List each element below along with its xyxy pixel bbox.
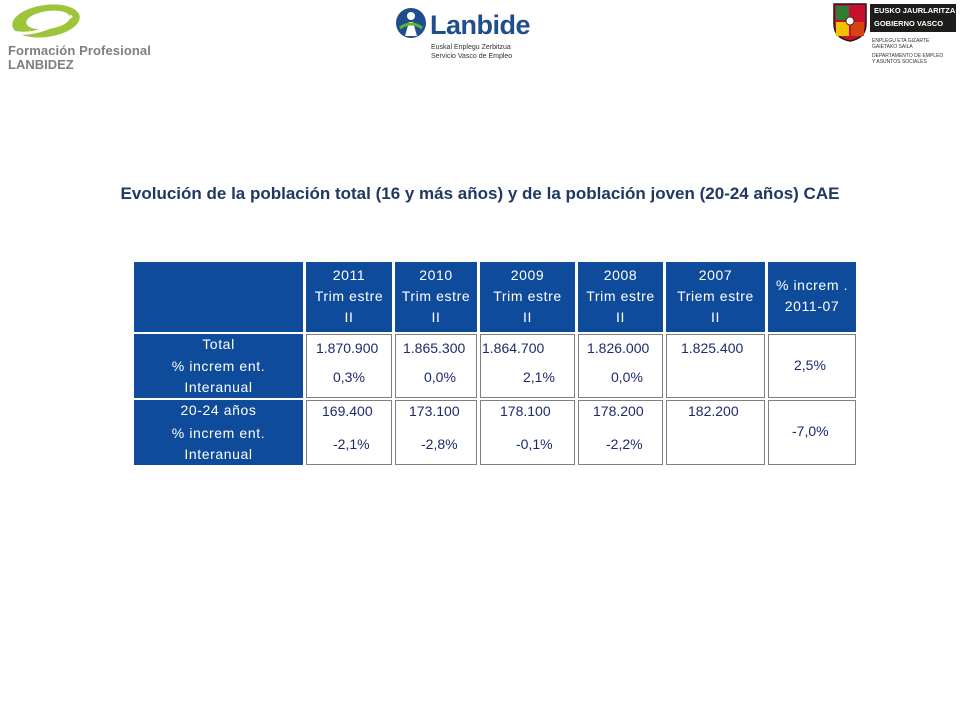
gv-dept-line2: GAIETAKO SAILA <box>872 44 913 50</box>
cell-pct: -2,2% <box>606 436 643 452</box>
col-increment-label: % increm . <box>775 277 849 293</box>
col-quarter: II <box>711 309 720 325</box>
row-header-20-24 <box>134 400 303 465</box>
table-cell <box>578 400 663 465</box>
col-quarter: II <box>616 309 625 325</box>
col-year: 2009 <box>510 267 545 283</box>
row-sublabel: Interanual <box>184 446 253 462</box>
cell-value: 178.200 <box>593 403 644 419</box>
gv-logo-line1: EUSKO JAURLARITZA <box>874 6 956 15</box>
table-cell <box>395 334 477 398</box>
cell-value: 169.400 <box>322 403 373 419</box>
col-period: Trim estre <box>586 288 655 304</box>
cell-value: 178.100 <box>500 403 551 419</box>
cell-value: 1.826.000 <box>587 340 650 356</box>
col-period: Trim estre <box>314 288 384 304</box>
cell-value: 1.870.900 <box>316 340 379 356</box>
table-cell <box>306 400 392 465</box>
col-period: Triem estre <box>677 288 754 304</box>
col-quarter: II <box>431 309 441 325</box>
page-title: Evolución de la población total (16 y más años) y de la población joven (20-24 años) CAE <box>120 184 840 203</box>
table-cell <box>395 400 477 465</box>
cell-value: 1.865.300 <box>403 340 466 356</box>
column-header-2010 <box>395 262 477 332</box>
table-cell <box>666 334 765 398</box>
col-year: 2007 <box>698 267 733 283</box>
cell-pct: -2,1% <box>333 436 370 452</box>
column-header-2009 <box>480 262 575 332</box>
col-year: 2011 <box>332 267 366 283</box>
cell-pct: -2,8% <box>421 436 458 452</box>
row-sublabel: % increm ent. <box>171 358 266 374</box>
table-cell <box>768 334 856 398</box>
table-cell <box>480 334 575 398</box>
cell-value: 1.864.700 <box>482 340 545 356</box>
col-increment-range: 2011-07 <box>784 298 840 314</box>
row-sublabel: % increm ent. <box>171 425 266 441</box>
cell-pct: 0,0% <box>611 369 643 385</box>
fp-logo-line1: Formación Profesional <box>8 43 151 58</box>
gv-logo-line2: GOBIERNO VASCO <box>874 19 944 28</box>
gv-dept-line3: DEPARTAMENTO DE EMPLEO <box>872 53 944 59</box>
col-year: 2010 <box>419 267 453 283</box>
cell-pct: 0,3% <box>333 369 365 385</box>
col-period: Trim estre <box>493 288 562 304</box>
cell-value: 1.825.400 <box>681 340 744 356</box>
row-label: Total <box>202 336 235 352</box>
cell-total-change: -7,0% <box>792 423 829 439</box>
row-label: 20-24 años <box>180 402 257 418</box>
table-cell <box>768 400 856 465</box>
table-cell <box>306 334 392 398</box>
column-header-2008 <box>578 262 663 332</box>
gv-dept-line4: Y ASUNTOS SOCIALES <box>872 59 927 65</box>
table-cell <box>666 400 765 465</box>
table-cell <box>578 334 663 398</box>
col-quarter: II <box>523 309 532 325</box>
gv-dept-line1: ENPLEGU ETA GIZARTE <box>872 38 930 44</box>
cell-value: 182.200 <box>688 403 739 419</box>
col-year: 2008 <box>603 267 638 283</box>
row-header-total <box>134 334 303 398</box>
cell-pct: 0,0% <box>424 369 456 385</box>
lanbide-logo-sub1: Euskal Enplegu Zerbitzua <box>431 44 511 51</box>
col-quarter: II <box>344 309 354 325</box>
cell-pct: -0,1% <box>516 436 553 452</box>
column-header-2007 <box>666 262 765 332</box>
table-cell <box>480 400 575 465</box>
fp-logo-line2: LANBIDEZ <box>8 57 74 72</box>
row-sublabel: Interanual <box>184 379 253 395</box>
column-header-2011 <box>306 262 392 332</box>
cell-pct: 2,1% <box>523 369 555 385</box>
lanbide-logo-sub2: Servicio Vasco de Empleo <box>431 53 513 60</box>
cell-total-change: 2,5% <box>794 357 826 373</box>
cell-value: 173.100 <box>409 403 460 419</box>
lanbide-logo-name: Lanbide <box>430 10 531 40</box>
col-period: Trim estre <box>401 288 471 304</box>
table-corner-cell <box>134 262 303 332</box>
column-header-increment <box>768 262 856 332</box>
